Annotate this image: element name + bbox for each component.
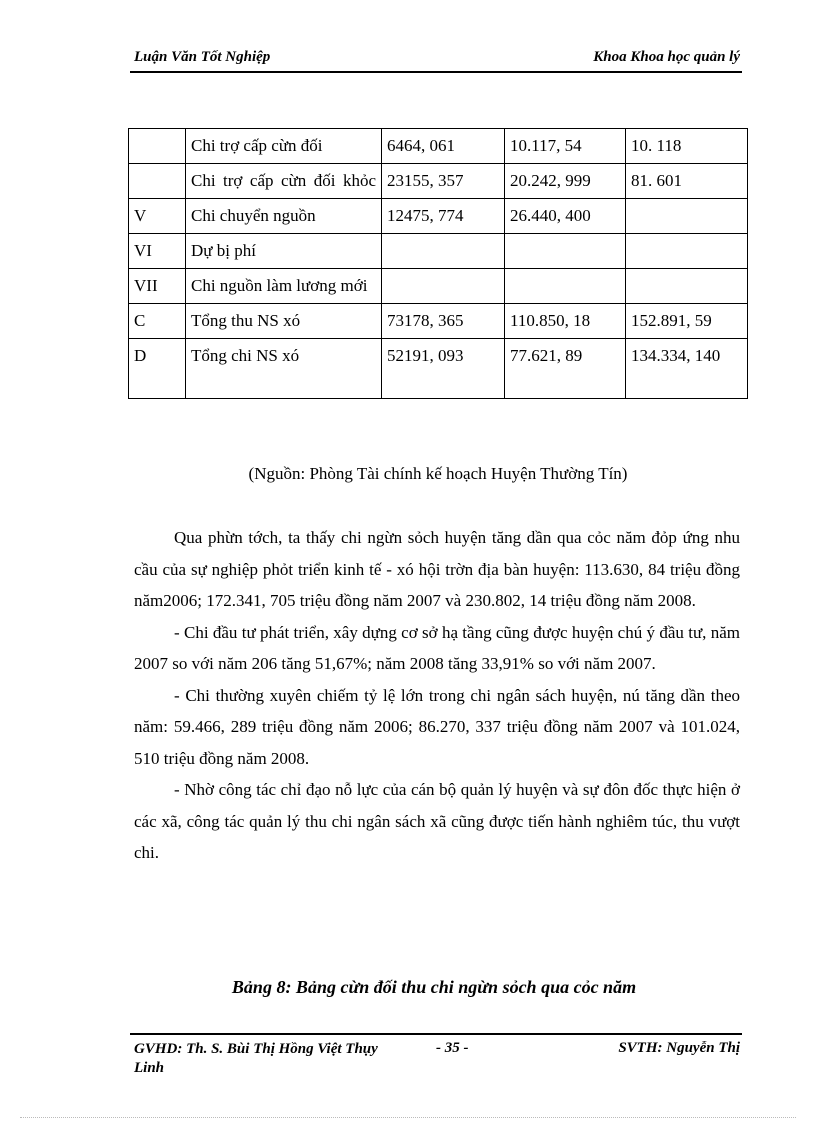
value-2008 [626,199,748,234]
value-2007: 110.850, 18 [505,304,626,339]
table-row [129,269,748,304]
value-2006: 12475, 774 [382,199,505,234]
budget-table [128,128,748,399]
value-2008: 134.334, 140 [626,339,748,399]
table-row [129,199,748,234]
value-2006: 52191, 093 [382,339,505,399]
row-label: Chi chuyển nguồn [186,199,382,234]
value-2008: 152.891, 59 [626,304,748,339]
value-2008 [626,234,748,269]
table-row [129,304,748,339]
value-2006 [382,269,505,304]
header-thesis-title: Luận Văn Tốt Nghiệp [134,49,271,65]
value-2007: 77.621, 89 [505,339,626,399]
footer-advisor: GVHD: Th. S. Bùi Thị Hồng Việt Thụy Linh [134,1041,378,1076]
value-2008: 10. 118 [626,129,748,164]
row-label: Tổng chi NS xó [186,339,382,399]
paragraph: - Chi đầu tư phát triển, xây dựng cơ sở hạ tầng cũng được huyện chú ý đầu tư, năm 2007 so với năm 206 tăng 51,67%; năm 2008 tăng 33,91% so với năm 2007. [134,622,740,673]
value-2006: 73178, 365 [382,304,505,339]
footer-student: SVTH: Nguyễn Thị [618,1040,740,1056]
value-2007: 20.242, 999 [505,164,626,199]
value-2007: 10.117, 54 [505,129,626,164]
value-2006: 6464, 061 [382,129,505,164]
row-code [129,129,186,164]
header-faculty: Khoa Khoa học quản lý [593,49,740,65]
value-2006 [382,234,505,269]
value-2007 [505,269,626,304]
table-row [129,339,748,399]
body-text [134,522,740,869]
value-2008: 81. 601 [626,164,748,199]
row-label: Chi trợ cấp cừn đối [186,129,382,164]
table-caption: Bảng 8: Bảng cừn đối thu chi ngừn sỏch qua cỏc năm [231,977,637,997]
table-row [129,129,748,164]
value-2006: 23155, 357 [382,164,505,199]
header-divider [130,71,742,73]
table-row [129,164,748,199]
row-label: Dự bị phí [186,234,382,269]
paragraph: Qua phừn tớch, ta thấy chi ngừn sỏch huyện tăng dần qua cỏc năm đỏp ứng nhu cầu của sự nghiệp phỏt triển kinh tế - xó hội trờn địa bàn huyện: 113.630, 84 triệu đồng năm2006; 172.341, 705 triệu đồng năm 2007 và 230.802, 14 triệu đồng năm 2008. [134,528,740,610]
row-label: Chi trợ cấp cừn đối khỏc [186,164,382,199]
row-code: VII [129,269,186,304]
row-code: V [129,199,186,234]
row-label: Tổng thu NS xó [186,304,382,339]
page-bottom-border [20,1117,796,1118]
row-code: VI [129,234,186,269]
value-2007 [505,234,626,269]
footer-divider [130,1033,742,1035]
row-code: D [129,339,186,399]
table-row [129,234,748,269]
value-2007: 26.440, 400 [505,199,626,234]
value-2008 [626,269,748,304]
paragraph: - Nhờ công tác chỉ đạo nỗ lực của cán bộ quản lý huyện và sự đôn đốc thực hiện ở các xã, công tác quản lý thu chi ngân sách xã cũng được tiến hành nghiêm túc, thu vượt chi. [134,780,740,862]
row-code: C [129,304,186,339]
row-label: Chi nguồn làm lương mới [186,269,382,304]
page-number: - 35 - [436,1040,469,1056]
row-code [129,164,186,199]
paragraph: - Chi thường xuyên chiếm tỷ lệ lớn trong chi ngân sách huyện, nú tăng dần theo năm: 59.466, 289 triệu đồng năm 2006; 86.270, 337 triệu đồng năm 2007 và 101.024, 510 triệu đồng năm 2008. [134,685,740,768]
table-source-note: (Nguồn: Phòng Tài chính kế hoạch Huyện Thường Tín) [248,464,628,483]
